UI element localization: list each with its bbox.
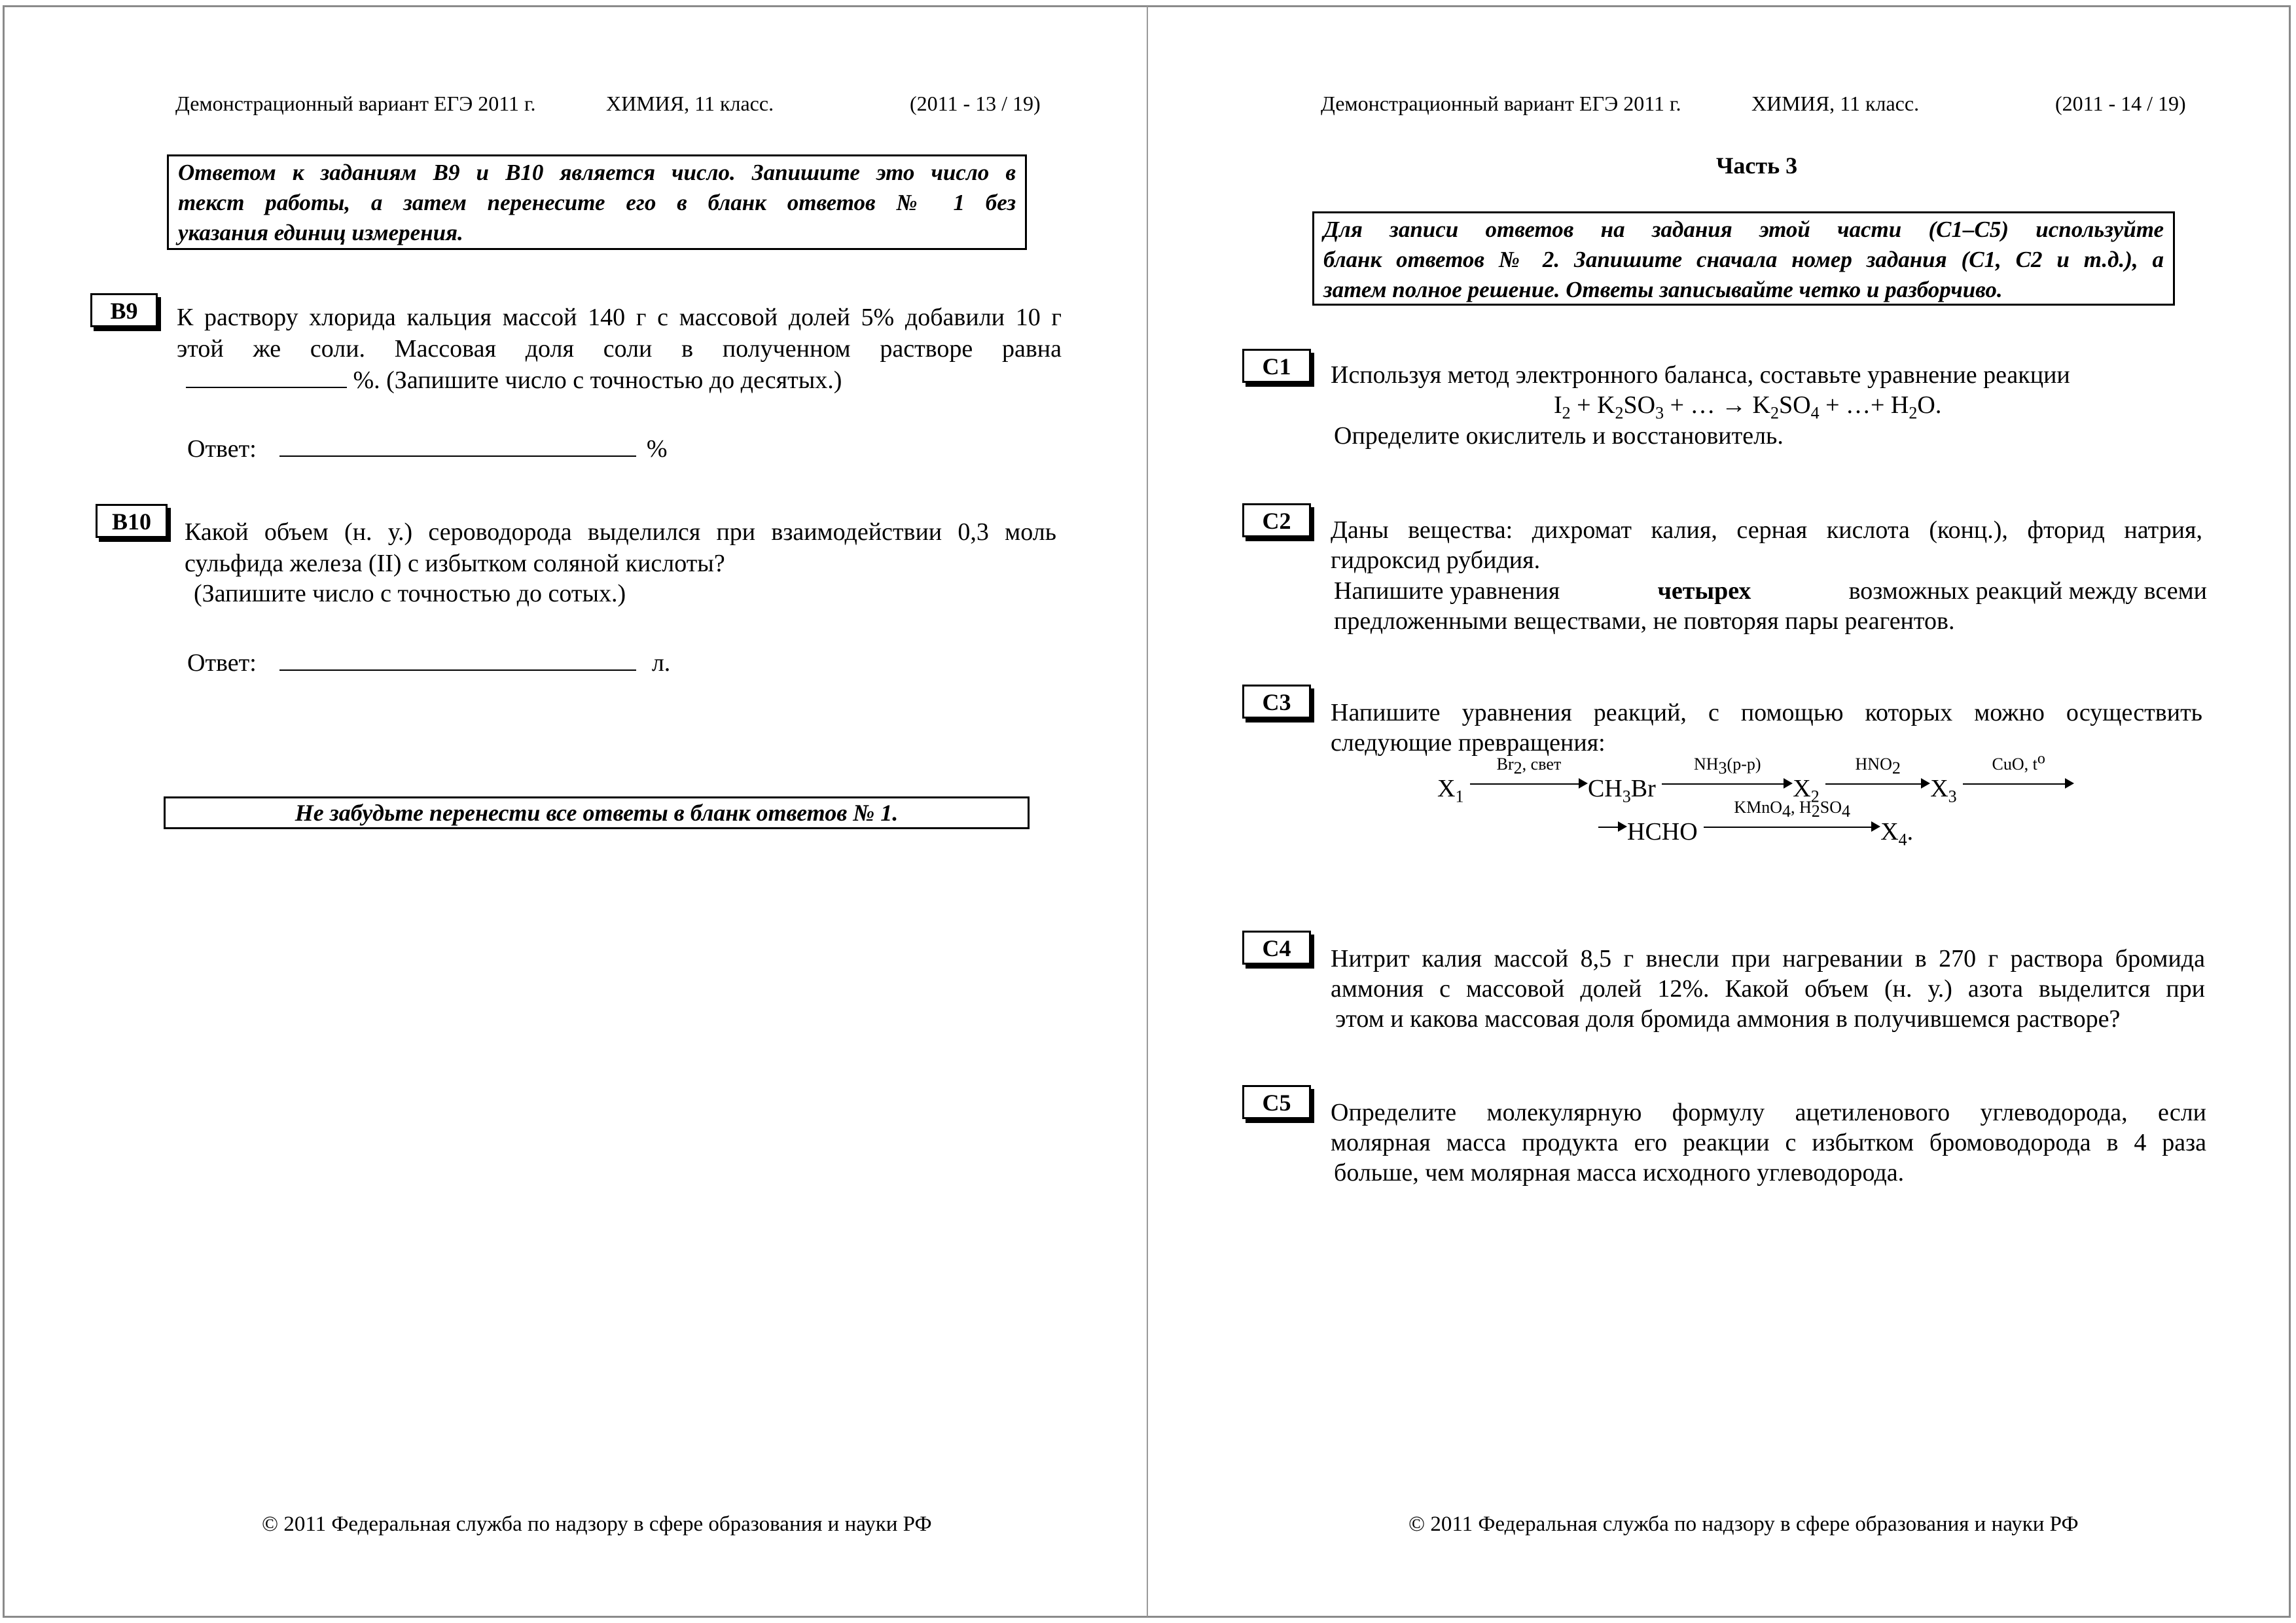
header-subject: ХИМИЯ, 11 класс. <box>1751 92 1920 115</box>
task-label-c1: C1 <box>1242 349 1311 383</box>
footer-copyright: © 2011 Федеральная служба по надзору в сфере образования и науки РФ <box>262 1512 932 1536</box>
instruction-line: Ответом к заданиям B9 и B10 является число. Запишите это число в <box>178 160 1016 185</box>
b10-answer-field[interactable] <box>279 650 636 671</box>
b10-answer-row <box>187 647 842 679</box>
task-label-c2: C2 <box>1242 503 1311 537</box>
header-page-number: (2011 - 13 / 19) <box>910 92 1041 115</box>
instruction-line: бланк ответов № 2. Запишите сначала номер задания (С1, С2 и т.д.), а <box>1323 247 2164 272</box>
instruction-box <box>167 154 1027 250</box>
b9-answer-row <box>187 433 842 465</box>
b9-answer-field[interactable] <box>279 436 636 457</box>
reaction-arrow: $Br_2$, свет <box>1470 770 1588 796</box>
reaction-arrow: $HNO_2$ <box>1825 770 1930 796</box>
task-label-c4: C4 <box>1242 931 1311 965</box>
b10-text-line: сульфида железа (II) с избытком соляной кислоты? <box>185 550 725 577</box>
c5-text-line: больше, чем молярная масса исходного углеводорода. <box>1334 1159 1905 1186</box>
header-exam: Демонстрационный вариант ЕГЭ 2011 г. <box>1321 92 1681 115</box>
c2-text-line: гидроксид рубидия. <box>1331 546 1541 574</box>
c3-text-line: следующие превращения: <box>1331 729 1605 757</box>
instruction-line: Для записи ответов на задания этой части (С1–С5) используйте <box>1323 217 2164 242</box>
part-title: Часть 3 <box>1716 152 1798 179</box>
b9-text-line: этой же соли. Массовая доля соли в полученном растворе равна <box>177 335 1062 363</box>
instruction-box <box>1312 211 2175 306</box>
instruction-line: указания единиц измерения. <box>178 220 463 245</box>
reaction-arrow: $NH_3(р-р)$ <box>1662 770 1793 796</box>
task-label-c5: C5 <box>1242 1085 1311 1119</box>
c3-scheme-line1: $X_1$ $Br_2$, свет $CH_3Br$ $NH_3(р-р)$ $X_2$ $HNO_2$ $X_3$ CuO, $t^o$ <box>1437 770 2074 804</box>
c1-text-line: Используя метод электронного баланса, составьте уравнение реакции <box>1331 361 2070 389</box>
reminder-box: Не забудьте перенести все ответы в бланк ответов № 1. <box>164 796 1030 829</box>
header-subject: ХИМИЯ, 11 класс. <box>606 92 774 115</box>
c3-text-line: Напишите уравнения реакций, с помощью которых можно осуществить <box>1331 699 2202 726</box>
c1-text-line: Определите окислитель и восстановитель. <box>1334 422 1784 450</box>
c2-text-line: Даны вещества: дихромат калия, серная кислота (конц.), фторид натрия, <box>1331 516 2202 544</box>
b9-text-tail: %. (Запишите число с точностью до десятых.) <box>353 366 842 394</box>
page-divider <box>1147 7 1148 1616</box>
c5-text-line: молярная масса продукта его реакции с избытком бромоводорода в 4 раза <box>1331 1129 2206 1156</box>
b10-text-line: Какой объем (н. у.) сероводорода выделился при взаимодействии 0,3 моль <box>185 518 1056 546</box>
answer-unit: л. <box>651 649 671 677</box>
header-exam: Демонстрационный вариант ЕГЭ 2011 г. <box>175 92 536 115</box>
c2-text-line3: Напишите уравнения четырех возможных реакций между всеми <box>1334 577 2207 605</box>
instruction-line: текст работы, а затем перенесите его в бланк ответов № 1 без <box>178 190 1016 215</box>
c3-scheme-line2: HCHO KMnO$_4$, $H_2SO_4$ $X_4$. <box>1598 813 1913 847</box>
c4-text-line: Нитрит калия массой 8,5 г внесли при нагревании в 270 г раствора бромида <box>1331 945 2205 972</box>
c1-equation: $I_2 + K_2SO_3$ + … → $K_2SO_4$ + …+ $H_2O$. <box>1554 391 1942 423</box>
answer-unit: % <box>646 435 668 463</box>
reaction-arrow: KMnO$_4$, $H_2SO_4$ <box>1704 813 1880 840</box>
c4-text-line: этом и какова массовая доля бромида аммония в получившемся растворе? <box>1335 1005 2121 1033</box>
b9-text-line: К раствору хлорида кальция массой 140 г с массовой долей 5% добавили 10 г <box>177 304 1062 331</box>
footer-copyright: © 2011 Федеральная служба по надзору в сфере образования и науки РФ <box>1408 1512 2079 1536</box>
task-label-b10: B10 <box>96 504 168 538</box>
reaction-arrow: CuO, $t^o$ <box>1963 770 2074 796</box>
b9-text-line3 <box>186 365 1063 396</box>
task-label-c3: C3 <box>1242 685 1311 719</box>
answer-label: Ответ: <box>187 435 257 463</box>
header-page-number: (2011 - 14 / 19) <box>2055 92 2186 115</box>
reaction-arrow <box>1598 813 1627 840</box>
c4-text-line: аммония с массовой долей 12%. Какой объем (н. у.) азота выделится при <box>1331 975 2205 1003</box>
c2-text-line: предложенными веществами, не повторяя пары реагентов. <box>1334 607 1955 635</box>
c5-text-line: Определите молекулярную формулу ацетиленового углеводорода, если <box>1331 1099 2206 1126</box>
instruction-line: затем полное решение. Ответы записывайте четко и разборчиво. <box>1323 277 2003 302</box>
answer-label: Ответ: <box>187 649 257 677</box>
b9-inline-blank[interactable] <box>186 367 347 388</box>
task-label-b9: B9 <box>90 293 158 327</box>
b10-text-line: (Запишите число с точностью до сотых.) <box>194 580 626 607</box>
